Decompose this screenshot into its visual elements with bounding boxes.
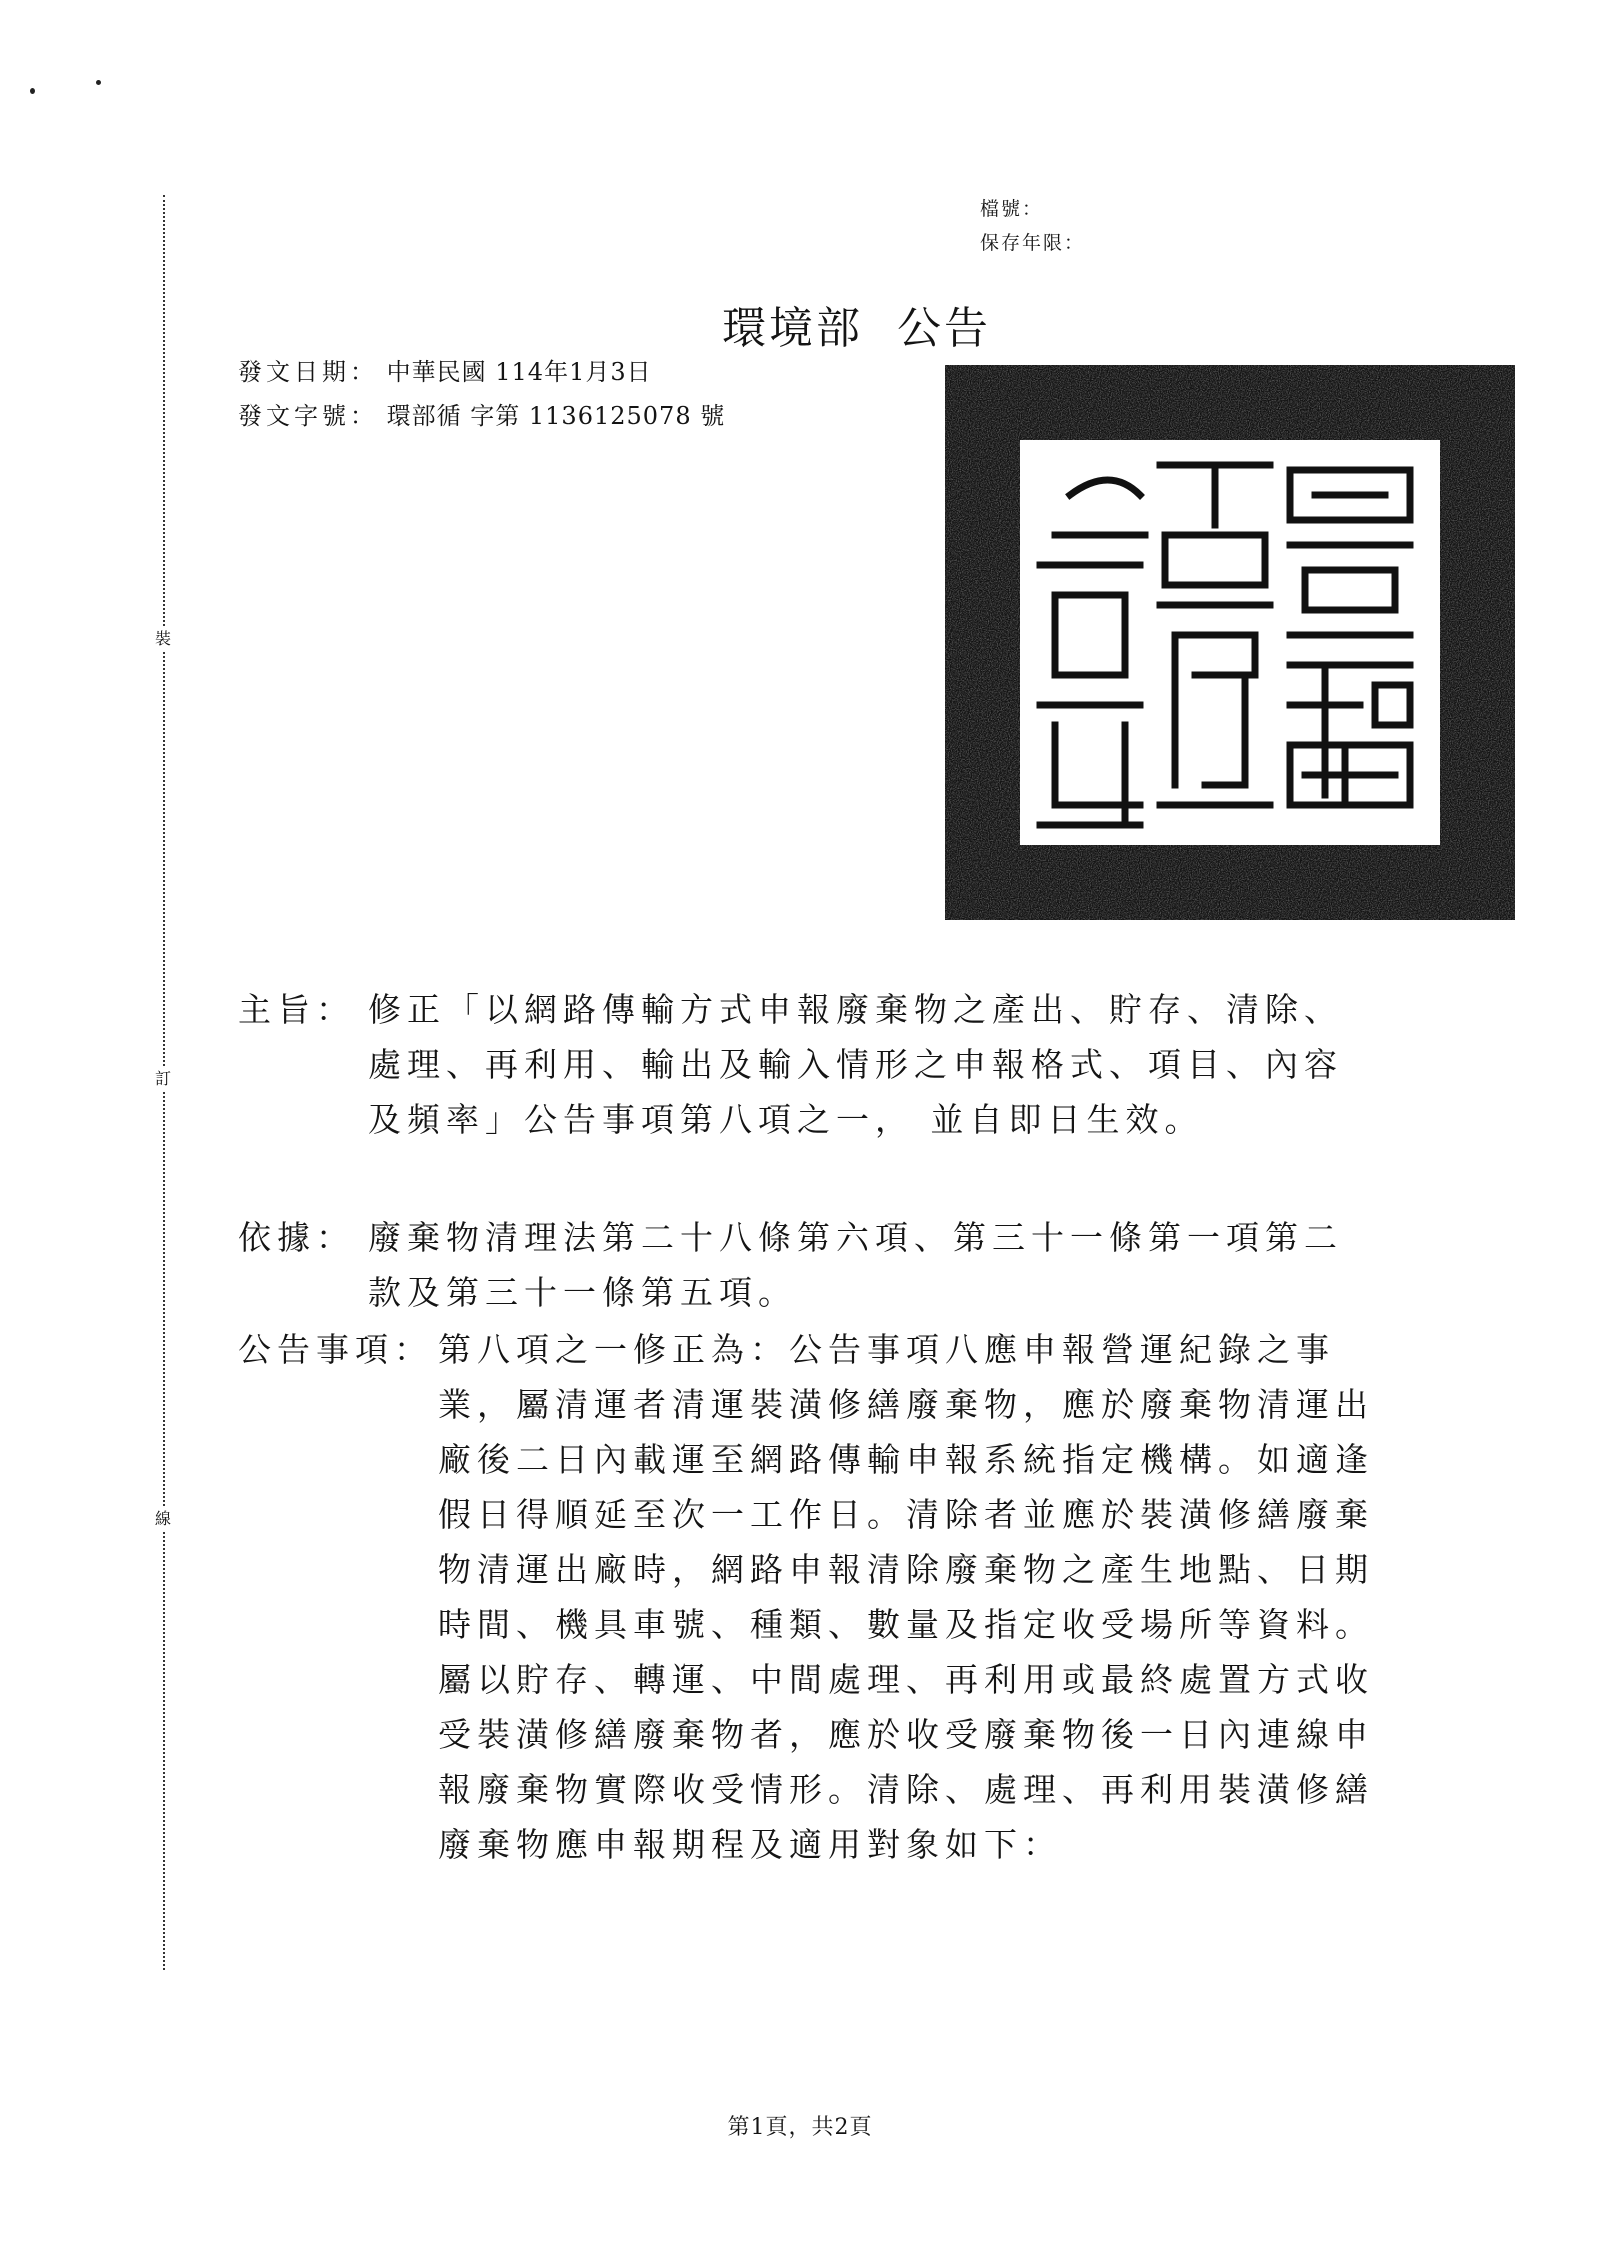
- seal-text: 環境部印: [1230, 885, 1234, 886]
- retention-period-label: 保存年限：: [980, 232, 1086, 254]
- page-footer: 第1頁，共2頁: [727, 2115, 873, 2140]
- announcement-text: 第八項之一修正為：公告事項八應申報營運紀錄之事業，屬清運者清運裝潢修繕廢棄物，應於廢棄物清運出廠後二日內載運至網路傳輸申報系統指定機構。如適逢假日得順延至次一工作日。清除者並應於裝潢修繕廢棄物清運出廠時，網路申報清除廢棄物之產生地點、日期時間、機具車號、種類、數量及指定收受場所等資料。屬以貯存、轉運、中間處理、再利用或最終處置方式收受裝潢修繕廢棄物者，應於收受廢棄物後一日內連線申報廢棄物實際收受情形。清除、處理、再利用裝潢修繕廢棄物應申報期程及適用對象如下：: [438, 1330, 1374, 1864]
- binding-mark-xian: 線: [150, 1508, 176, 1530]
- announcement-label: 公告事項：: [238, 1330, 433, 1369]
- issue-ref-value: 環部循 字第 1136125078 號: [386, 402, 726, 430]
- issue-date-label: 發文日期：: [238, 358, 378, 386]
- file-meta: [980, 192, 1085, 260]
- official-seal: [945, 365, 1515, 920]
- basis-section: [238, 1210, 1388, 1330]
- issue-date-value: 中華民國 114年1月3日: [386, 358, 652, 386]
- document-title: 環境部 公告: [722, 303, 991, 354]
- scan-speck: [96, 80, 101, 85]
- subject-label: 主旨：: [238, 990, 355, 1029]
- basis-label: 依據：: [238, 1218, 355, 1257]
- announcement-section: [238, 1322, 1388, 1922]
- subject-text: 修正「以網路傳輸方式申報廢棄物之產出、貯存、清除、處理、再利用、輸出及輸入情形之申報格式、項目、內容及頻率」公告事項第八項之一， 並自即日生效。: [368, 990, 1343, 1139]
- issue-ref-label: 發文字號：: [238, 402, 378, 430]
- file-number-label: 檔號：: [980, 198, 1044, 220]
- subject-section: [238, 982, 1388, 1212]
- basis-text: 廢棄物清理法第二十八條第六項、第三十一條第一項第二款及第三十一條第五項。: [368, 1218, 1343, 1312]
- issue-meta: [238, 350, 725, 438]
- binding-mark-zhuang: 裝: [150, 628, 176, 650]
- scan-speck: [30, 88, 35, 94]
- binding-mark-ding: 訂: [150, 1068, 176, 1090]
- issue-ref-row: [238, 394, 725, 438]
- issue-date-row: [238, 350, 725, 394]
